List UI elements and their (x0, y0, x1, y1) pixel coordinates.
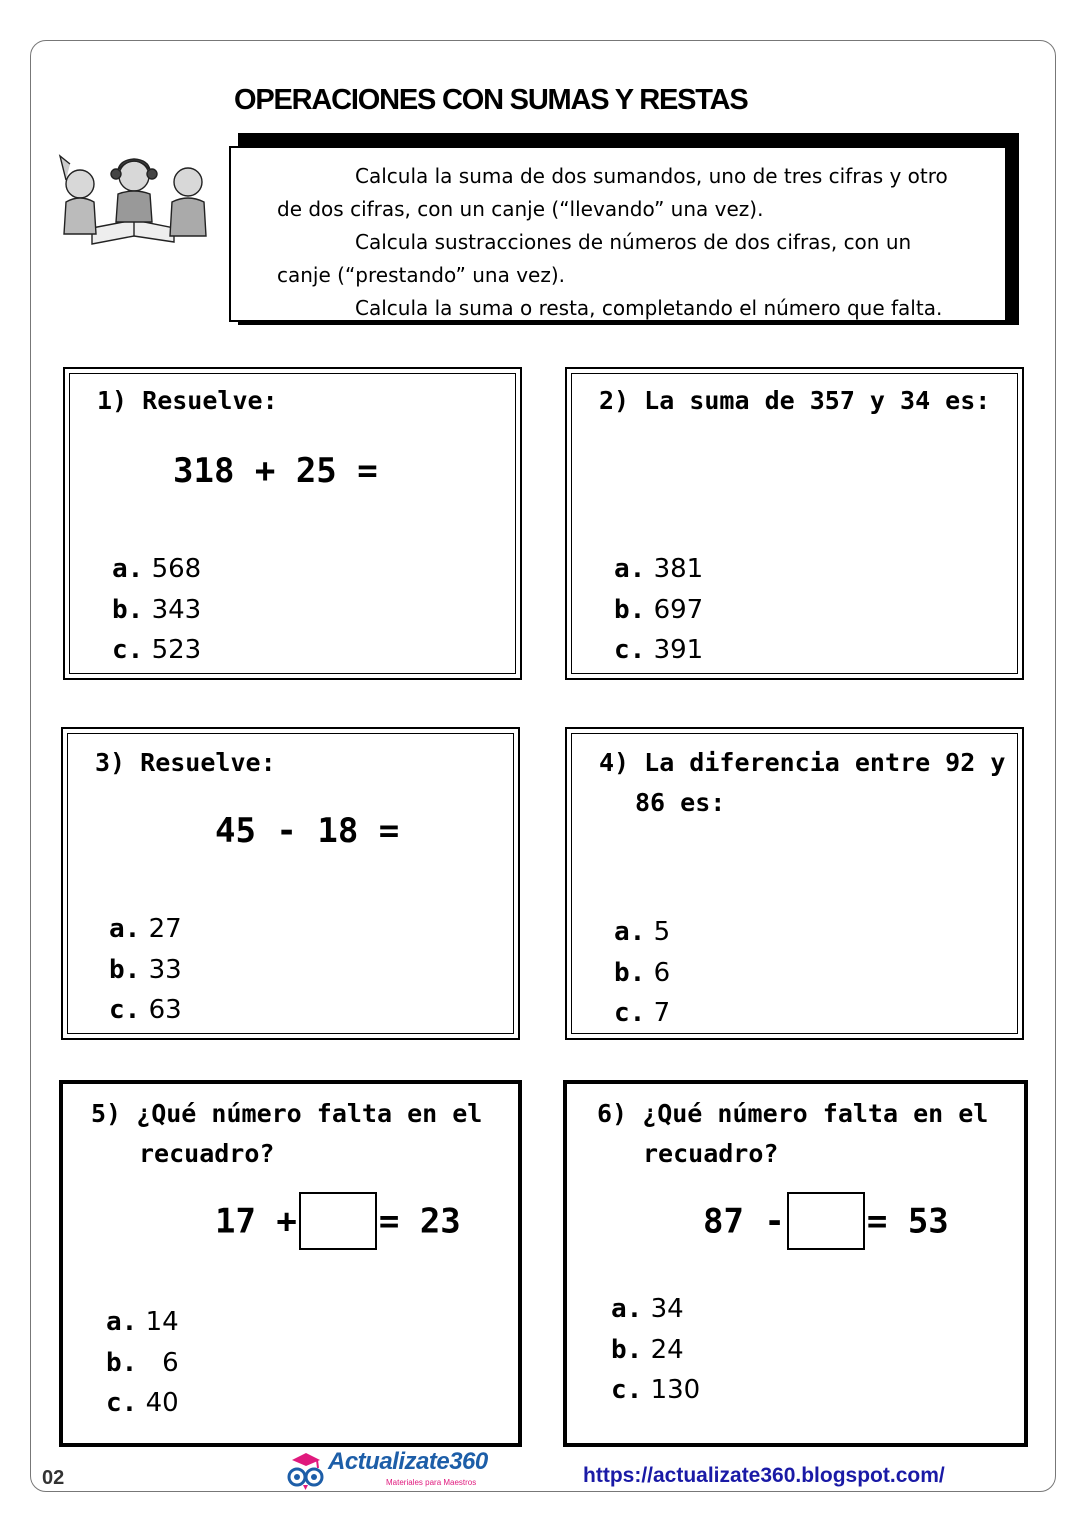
question-2-prompt: 2) La suma de 357 y 34 es: (599, 386, 991, 415)
question-4-card (565, 727, 1024, 1040)
expression-left: 17 + (215, 1201, 297, 1242)
option-c[interactable]: c. 391 (614, 635, 704, 665)
question-6-card (563, 1080, 1028, 1447)
option-b[interactable]: b. 6 (614, 957, 671, 988)
expression-left: 87 - (703, 1201, 785, 1242)
option-b[interactable]: b. 697 (614, 594, 704, 625)
question-4-prompt-line2: 86 es: (635, 788, 726, 817)
question-5-options (106, 1302, 179, 1424)
option-b[interactable]: b. 24 (611, 1334, 684, 1365)
option-c[interactable]: c. 523 (112, 635, 202, 665)
blog-url-link[interactable]: https://actualizate360.blogspot.com/ (583, 1464, 945, 1487)
question-1-expression: 318 + 25 = (173, 451, 378, 491)
option-a[interactable]: a. 381 (614, 554, 704, 584)
option-c[interactable]: c. 7 (614, 998, 671, 1028)
option-c[interactable]: c. 130 (611, 1375, 701, 1405)
option-c[interactable]: c. 63 (109, 995, 182, 1025)
question-6-options (611, 1289, 700, 1411)
question-3-card (61, 727, 520, 1040)
option-a[interactable]: a. 5 (614, 917, 671, 947)
option-a[interactable]: a. 568 (112, 554, 202, 584)
instructions-box (229, 146, 1007, 322)
option-c[interactable]: c. 40 (106, 1388, 179, 1418)
instruction-line: Calcula la suma o resta, completando el número que falta. (355, 296, 943, 320)
question-1-options (112, 549, 201, 671)
logo-wordmark: Actualizate360 (328, 1448, 488, 1475)
instruction-line: Calcula sustracciones de números de dos cifras, con un (355, 230, 912, 254)
question-6-prompt-line1: 6) ¿Qué número falta en el (597, 1099, 989, 1128)
question-2-options (614, 549, 703, 671)
option-a[interactable]: a. 34 (611, 1294, 684, 1324)
instruction-line: canje (“prestando” una vez). (277, 263, 565, 287)
logo-subtitle: Materiales para Maestros (386, 1478, 477, 1487)
answer-blank-box[interactable] (787, 1192, 865, 1250)
question-3-expression: 45 - 18 = (215, 811, 400, 851)
question-3-options (109, 909, 182, 1031)
instruction-line: Calcula la suma de dos sumandos, uno de tres cifras y otro (355, 164, 948, 188)
page-number: 02 (42, 1467, 65, 1489)
question-6-expression (703, 1194, 949, 1252)
answer-blank-box[interactable] (299, 1192, 377, 1250)
question-6-prompt-line2: recuadro? (643, 1139, 779, 1168)
question-5-expression (215, 1194, 461, 1252)
page-title: OPERACIONES CON SUMAS Y RESTAS (234, 84, 748, 116)
question-5-prompt-line1: 5) ¿Qué número falta en el (91, 1099, 483, 1128)
option-a[interactable]: a. 27 (109, 914, 182, 944)
children-reading-illustration (52, 150, 212, 250)
question-4-options (614, 912, 670, 1034)
option-b[interactable]: b. 343 (112, 594, 202, 625)
question-1-prompt: 1) Resuelve: (97, 386, 278, 415)
question-3-prompt: 3) Resuelve: (95, 748, 276, 777)
question-2-card (565, 367, 1024, 680)
option-b[interactable]: b. 6 (106, 1347, 179, 1378)
site-logo[interactable] (284, 1448, 504, 1494)
expression-right: = 53 (866, 1201, 949, 1242)
question-4-prompt-line1: 4) La diferencia entre 92 y (599, 748, 1006, 777)
option-a[interactable]: a. 14 (106, 1307, 179, 1337)
question-5-card (59, 1080, 522, 1447)
instruction-line: de dos cifras, con un canje (“llevando” una vez). (277, 197, 764, 221)
owl-logo-icon (284, 1448, 326, 1494)
question-1-card (63, 367, 522, 680)
option-b[interactable]: b. 33 (109, 954, 182, 985)
expression-right: = 23 (378, 1201, 461, 1242)
question-5-prompt-line2: recuadro? (139, 1139, 275, 1168)
